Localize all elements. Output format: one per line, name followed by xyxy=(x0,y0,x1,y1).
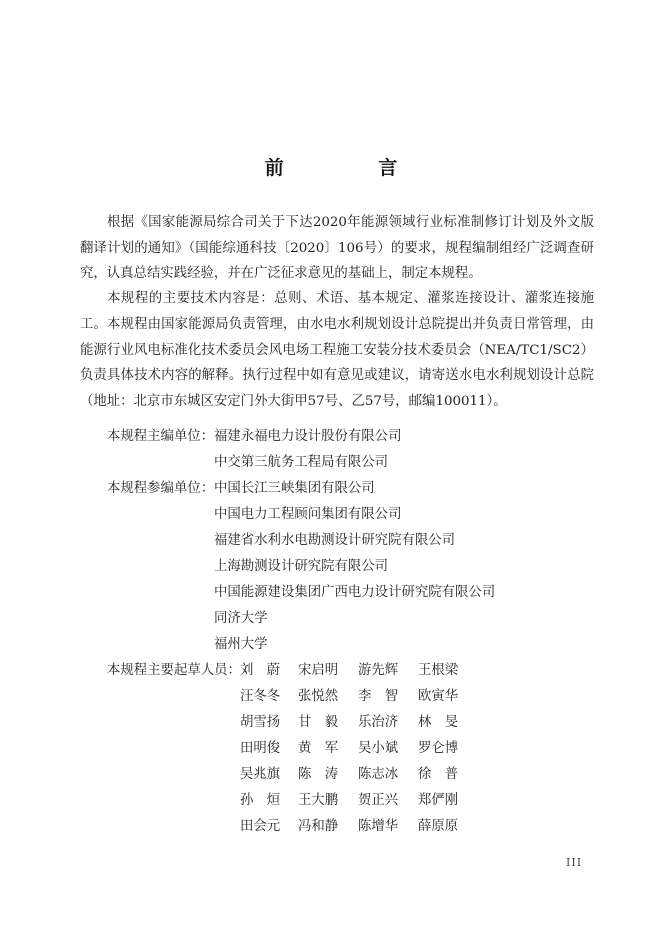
participating-unit-item: 中国能源建设集团广西电力设计研究院有限公司 xyxy=(214,585,496,600)
drafter-name: 游先辉 xyxy=(358,663,399,678)
participating-unit-item: 上海勘测设计研究院有限公司 xyxy=(214,559,389,574)
drafter-name: 田明俊 xyxy=(240,741,281,756)
drafter-name: 陈 涛 xyxy=(298,767,339,782)
drafter-name: 李 智 xyxy=(358,689,399,704)
drafter-name: 田会元 xyxy=(240,819,281,834)
page-number: III xyxy=(566,856,583,869)
drafter-name: 陈增华 xyxy=(358,819,399,834)
drafter-name: 汪冬冬 xyxy=(240,689,281,704)
paragraph-management: 本规程由国家能源局负责管理，由水电水利规划设计总院提出并负责日常管理，由能源行业风电标准化技术委员会风电场工程施工安装分技术委员会（NEA/TC1/SC2）负责具体技术内容的解释。执行过程中如有意见或建议，请寄送水电水利规划设计总院（地址：北京市东城区安定门外大街甲57号、乙57号，邮编100011）。 xyxy=(80,317,594,410)
paragraph-contents: 本规程的主要技术内容是：总则、术语、基本规定、灌浆连接设计、灌浆连接施工。 xyxy=(80,291,594,332)
drafter-name: 陈志冰 xyxy=(358,767,399,782)
participating-units-label: 本规程参编单位： xyxy=(107,481,215,496)
participating-unit-item: 福州大学 xyxy=(214,637,268,652)
page-title: 前 言 xyxy=(264,157,442,179)
drafter-name: 吴兆旗 xyxy=(240,767,281,782)
drafter-name: 郑俨刚 xyxy=(418,793,459,808)
drafter-name: 冯和静 xyxy=(298,819,339,834)
drafter-name: 吴小斌 xyxy=(358,741,399,756)
participating-unit-item: 中国长江三峡集团有限公司 xyxy=(214,481,375,496)
drafter-name: 孙 烜 xyxy=(240,793,281,808)
drafter-name: 薛原原 xyxy=(418,819,459,834)
drafter-name: 胡雪扬 xyxy=(240,715,281,730)
drafter-name: 林 旻 xyxy=(418,715,459,730)
drafter-name: 王根梁 xyxy=(418,663,459,678)
participating-unit-item: 福建省水利水电勘测设计研究院有限公司 xyxy=(214,533,456,548)
drafter-name: 张悦然 xyxy=(298,689,339,704)
drafter-name: 乐治济 xyxy=(358,715,399,730)
drafter-name: 王大鹏 xyxy=(298,793,339,808)
chief-unit-item: 福建永福电力设计股份有限公司 xyxy=(214,429,402,444)
drafter-name: 宋启明 xyxy=(298,663,339,678)
participating-unit-item: 中国电力工程顾问集团有限公司 xyxy=(214,507,402,522)
paragraph-basis: 根据《国家能源局综合司关于下达2020年能源领域行业标准制修订计划及外文版翻译计划的通知》（国能综通科技〔2020〕106号）的要求，规程编制组经广泛调查研究，认真总结实践经验，并在广泛征求意见的基础上，制定本规程。 xyxy=(80,215,594,282)
chief-units-label: 本规程主编单位： xyxy=(107,429,215,444)
drafter-name: 罗仑博 xyxy=(418,741,459,756)
drafters-label: 本规程主要起草人员： xyxy=(107,663,241,678)
drafter-name: 徐 普 xyxy=(418,767,459,782)
drafter-name: 贺正兴 xyxy=(358,793,399,808)
drafter-name: 甘 毅 xyxy=(298,715,339,730)
drafter-name: 刘 蔚 xyxy=(240,663,281,678)
participating-unit-item: 同济大学 xyxy=(214,611,268,626)
drafter-name: 欧寅华 xyxy=(418,689,459,704)
drafter-name: 黄 军 xyxy=(298,741,339,756)
chief-unit-item: 中交第三航务工程局有限公司 xyxy=(214,455,389,470)
